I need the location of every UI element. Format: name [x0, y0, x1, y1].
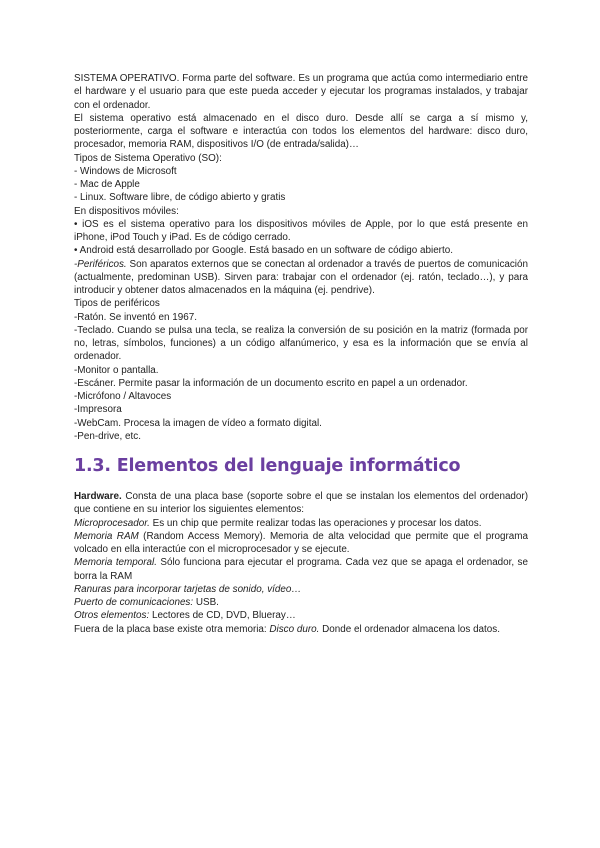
slots-paragraph: Ranuras para incorporar tarjetas de sonido, vídeo…: [74, 583, 302, 595]
hard-disk-term: Disco duro.: [269, 623, 320, 635]
peripheral-item: -Pen-drive, etc.: [74, 430, 141, 442]
peripheral-keyboard: -Teclado. Cuando se pulsa una tecla, se realiza la conversión de su posición en la matriz (formada por no, letras, símbolos, funciones) a un código alfanúmerico, y esa es la información que se envía al ordenador.: [74, 324, 528, 363]
ports-paragraph: [74, 596, 528, 609]
hardware-paragraph: [74, 490, 528, 517]
peripherals-paragraph: [74, 258, 528, 298]
ports-text: USB.: [193, 597, 219, 608]
other-elements-text: Lectores de CD, DVD, Blueray…: [149, 610, 296, 622]
os-type-item: - Windows de Microsoft: [74, 165, 177, 177]
peripheral-item: -Micrófono / Altavoces: [74, 391, 172, 402]
ram-term: Memoria RAM: [74, 530, 139, 542]
os-types-title: Tipos de Sistema Operativo (SO):: [74, 152, 222, 164]
os-description-paragraph: El sistema operativo está almacenado en el disco duro. Desde allí se carga a sí mismo y, posteriormente, carga el software e interactúa con todos los elementos del hardware: disco duro, procesador, memoria RAM, dispositivos I/O (de entrada/salida)…: [74, 112, 528, 151]
hard-disk-text-start: Fuera de la placa base existe otra memoria:: [74, 623, 270, 635]
section-heading: 1.3. Elementos del lenguaje informático: [74, 456, 461, 476]
microprocessor-paragraph: [74, 517, 528, 530]
temporary-memory-paragraph: [74, 556, 528, 583]
os-intro-paragraph: SISTEMA OPERATIVO. Forma parte del software. Es un programa que actúa como intermediario entre el hardware y el usuario para que este pueda acceder y ejecutar los programas instalados, y trabajar con el ordenador.: [74, 73, 528, 111]
ports-term: Puerto de comunicaciones:: [74, 597, 194, 608]
ram-text: (Random Access Memory). Memoria de alta velocidad que permite que el programa volcado en ella interactúe con el microprocesador y se ejecute.: [74, 530, 528, 555]
other-elements-term: Otros elementos:: [74, 610, 150, 622]
other-elements-paragraph: [74, 609, 528, 622]
peripheral-item: -Monitor o pantalla.: [74, 364, 159, 376]
peripheral-item: -WebCam. Procesa la imagen de vídeo a formato digital.: [74, 417, 322, 429]
document-page: [74, 72, 528, 636]
hardware-text: Consta de una placa base (soporte sobre el que se instalan los elementos del ordenador) que contiene en su interior los siguientes elementos:: [74, 491, 528, 516]
peripheral-item: -Escáner. Permite pasar la información de un documento escrito en papel a un ordenador.: [74, 377, 468, 389]
os-type-item: - Linux. Software libre, de código abierto y gratis: [74, 192, 286, 204]
ram-paragraph: [74, 530, 528, 557]
temporary-memory-term: Memoria temporal.: [74, 557, 157, 569]
microprocessor-term: Microprocesador.: [74, 517, 150, 529]
peripherals-text: Son aparatos externos que se conectan al ordenador a través de puertos de comunicación (actualmente, predominan USB). Sirven para: trabajar con el ordenador (ej. ratón, teclado…), y para introducir y obtener datos almacenados en la máquina (ej. pendrive).: [74, 258, 528, 296]
hard-disk-text-end: Donde el ordenador almacena los datos.: [319, 623, 500, 635]
peripherals-types-title: Tipos de periféricos: [74, 298, 160, 310]
temporary-memory-text: Sólo funciona para ejecutar el programa. Cada vez que se apaga el ordenador, se borra la RAM: [74, 557, 528, 582]
hard-disk-paragraph: [74, 623, 528, 636]
mobile-os-title: En dispositivos móviles:: [74, 205, 179, 217]
peripheral-mouse: -Ratón. Se inventó en 1967.: [74, 311, 197, 323]
microprocessor-text: Es un chip que permite realizar todas las operaciones y procesar los datos.: [149, 517, 482, 529]
os-type-item: - Mac de Apple: [74, 179, 140, 190]
mobile-os-ios: • iOS es el sistema operativo para los dispositivos móviles de Apple, por lo que está presente en iPhone, iPod Touch y iPad. Es de código cerrado.: [74, 218, 528, 243]
hardware-term: Hardware.: [74, 491, 122, 502]
peripheral-item: -Impresora: [74, 404, 122, 416]
peripherals-term: -Periféricos.: [74, 258, 127, 270]
mobile-os-android: • Android está desarrollado por Google. Está basado en un software de código abierto.: [74, 245, 453, 257]
